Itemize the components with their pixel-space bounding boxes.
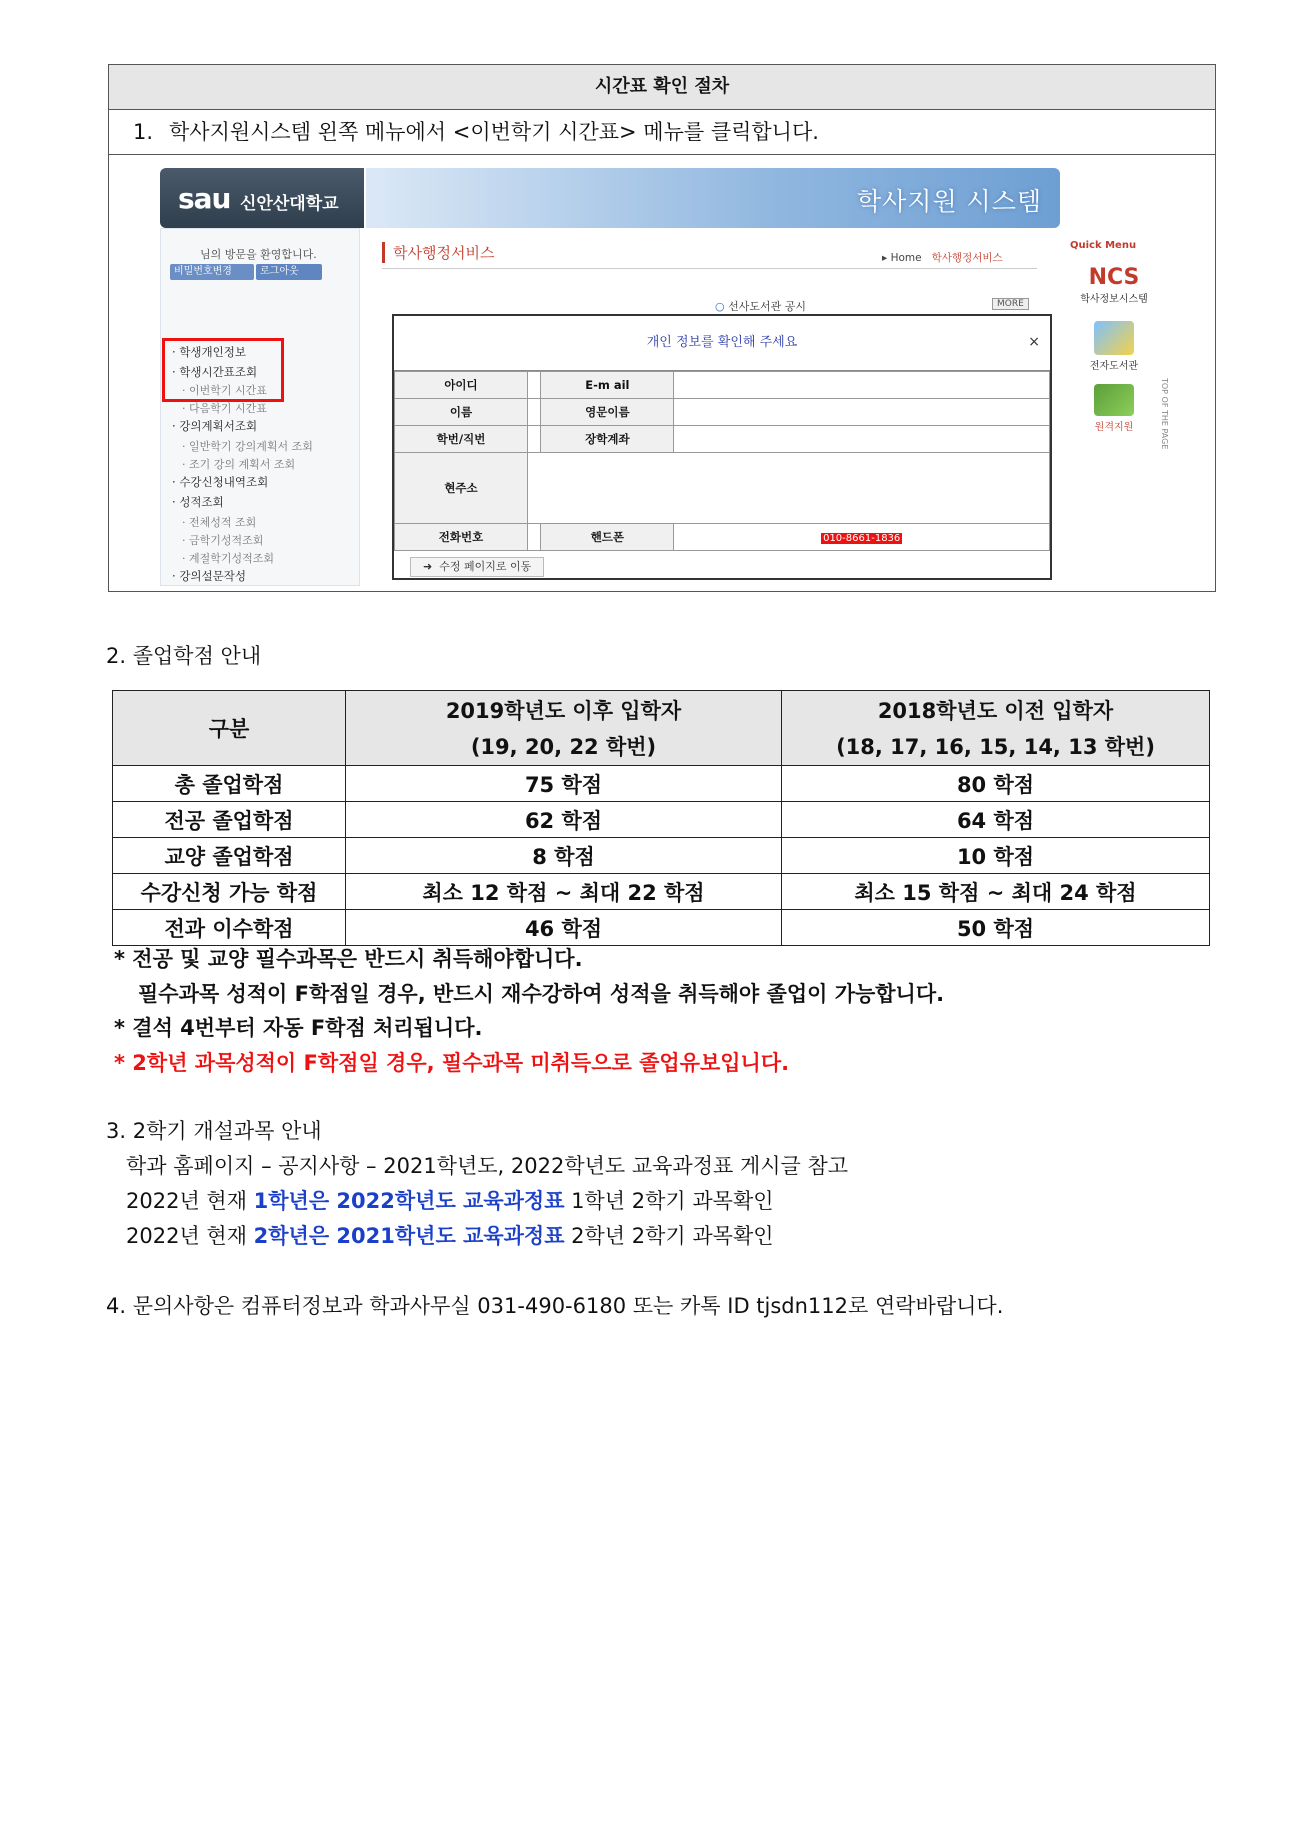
- field-email-label: E-m ail: [541, 372, 674, 399]
- table-cell: 총 졸업학점: [113, 766, 346, 802]
- remote-support-label: 원격지원: [1094, 422, 1134, 433]
- note-retake: 필수과목 성적이 F학점일 경우, 반드시 재수강하여 성적을 취득해야 졸업이 가능합니다.: [138, 982, 945, 1006]
- table-row: [113, 802, 1210, 838]
- close-icon[interactable]: ×: [1028, 334, 1040, 350]
- table-row: [113, 838, 1210, 874]
- menu-item[interactable]: · 학생시간표조회: [172, 365, 258, 379]
- table-cell: 62 학점: [346, 802, 782, 838]
- system-banner: [366, 168, 1060, 228]
- university-logo: [160, 168, 364, 228]
- table-cell: 교양 졸업학점: [113, 838, 346, 874]
- menu-item[interactable]: · 학생개인정보: [172, 345, 246, 359]
- field-id-label: 아이디: [395, 372, 528, 399]
- logo-name: 신안산대학교: [240, 194, 339, 214]
- highlight-box: [162, 338, 284, 402]
- menu-item[interactable]: · 수강신청내역조회: [172, 475, 269, 489]
- menu-item[interactable]: · 전체성적 조회: [182, 516, 257, 529]
- menu-item[interactable]: · 강의설문작성: [172, 569, 246, 583]
- section3-line3: 2022년 현재 2학년은 2021학년도 교육과정표 2학년 2학기 과목확인: [126, 1224, 774, 1248]
- table-cell: 최소 12 학점 ~ 최대 22 학점: [346, 874, 782, 910]
- field-engname-label: 영문이름: [541, 399, 674, 426]
- step-number: 1.: [133, 120, 154, 144]
- table-cell: 46 학점: [346, 910, 782, 946]
- header-2018: 2018학년도 이전 입학자 (18, 17, 16, 15, 14, 13 학번): [782, 691, 1210, 766]
- field-name-label: 이름: [395, 399, 528, 426]
- remote-support-icon[interactable]: [1094, 384, 1134, 416]
- logout-button[interactable]: 로그아웃: [256, 264, 322, 280]
- edit-page-label: 수정 페이지로 이동: [439, 560, 532, 573]
- welcome-text: 님의 방문을 환영합니다.: [200, 248, 317, 261]
- notice-link[interactable]: [715, 298, 806, 314]
- field-phone-label: 전화번호: [395, 524, 528, 551]
- embedded-screenshot: [160, 168, 1169, 586]
- table-row: [113, 874, 1210, 910]
- breadcrumb: ▸ Home 학사행정서비스: [882, 252, 1003, 264]
- field-email-value: [674, 372, 1050, 399]
- arrow-right-icon: ➜: [423, 560, 433, 573]
- procedure-step: [109, 110, 1215, 155]
- change-password-button[interactable]: 비밀번호변경: [170, 264, 254, 280]
- field-studentno-label: 학번/직번: [395, 426, 528, 453]
- table-row: [113, 766, 1210, 802]
- service-divider: [382, 268, 1037, 269]
- ncs-label: 학사정보시스템: [1080, 294, 1148, 305]
- section2-title: 2. 졸업학점 안내: [106, 644, 262, 668]
- field-phone-value: [528, 524, 541, 551]
- table-cell: 8 학점: [346, 838, 782, 874]
- modal-title: 개인 정보를 확인해 주세요: [394, 316, 1050, 371]
- menu-item[interactable]: · 이번학기 시간표: [182, 384, 267, 397]
- section3-line2: 2022년 현재 1학년은 2022학년도 교육과정표 1학년 2학기 과목확인: [126, 1189, 774, 1213]
- section4-contact: 4. 문의사항은 컴퓨터정보과 학과사무실 031-490-6180 또는 카톡 ID tjsdn112로 연락바랍니다.: [106, 1294, 1004, 1318]
- field-studentno-value: [528, 426, 541, 453]
- field-name-value: [528, 399, 541, 426]
- quick-menu: [1070, 240, 1158, 433]
- table-cell: 10 학점: [782, 838, 1210, 874]
- table-cell: 50 학점: [782, 910, 1210, 946]
- note-graduation-hold: * 2학년 과목성적이 F학점일 경우, 필수과목 미취득으로 졸업유보입니다.: [114, 1051, 790, 1075]
- table-cell: 80 학점: [782, 766, 1210, 802]
- table-cell: 64 학점: [782, 802, 1210, 838]
- note-required: * 전공 및 교양 필수과목은 반드시 취득해야합니다.: [114, 947, 583, 971]
- breadcrumb-current: 학사행정서비스: [931, 252, 1003, 264]
- table-cell: 최소 15 학점 ~ 최대 24 학점: [782, 874, 1210, 910]
- personal-info-table: [394, 371, 1050, 551]
- service-title: 학사행정서비스: [382, 242, 494, 263]
- personal-info-modal: [392, 314, 1052, 580]
- ncs-logo[interactable]: NCS: [1088, 265, 1140, 290]
- table-cell: 75 학점: [346, 766, 782, 802]
- field-engname-value: [674, 399, 1050, 426]
- field-bank-value: [674, 426, 1050, 453]
- menu-item[interactable]: · 일반학기 강의계획서 조회: [182, 440, 313, 453]
- header-2019: 2019학년도 이후 입학자 (19, 20, 22 학번): [346, 691, 782, 766]
- procedure-header: 시간표 확인 절차: [109, 65, 1215, 110]
- field-address-value: [528, 453, 1050, 524]
- menu-item[interactable]: · 조기 강의 계획서 조회: [182, 458, 296, 471]
- more-button[interactable]: MORE: [992, 298, 1029, 310]
- menu-item[interactable]: · 다음학기 시간표: [182, 402, 267, 415]
- mobile-value: 010-8661-1836: [823, 533, 901, 544]
- field-bank-label: 장학계좌: [541, 426, 674, 453]
- circle-icon: ○: [715, 300, 725, 313]
- menu-item[interactable]: · 성적조회: [172, 495, 224, 509]
- menu-item[interactable]: · 계절학기성적조회: [182, 552, 275, 565]
- graduation-credits-table: [112, 690, 1210, 946]
- field-id-value: [528, 372, 541, 399]
- table-cell: 수강신청 가능 학점: [113, 874, 346, 910]
- section3-title: 3. 2학기 개설과목 안내: [106, 1119, 322, 1143]
- step-text: 학사지원시스템 왼쪽 메뉴에서 <이번학기 시간표> 메뉴를 클릭합니다.: [169, 120, 819, 144]
- section3-line1: 학과 홈페이지 – 공지사항 – 2021학년도, 2022학년도 교육과정표 게시글 참고: [126, 1154, 849, 1178]
- menu-item[interactable]: · 강의계획서조회: [172, 419, 258, 433]
- table-cell: 전공 졸업학점: [113, 802, 346, 838]
- quick-menu-title: Quick Menu: [1070, 240, 1137, 251]
- notice-text: 선사도서관 공시: [728, 300, 806, 313]
- field-mobile-value: [674, 524, 1050, 551]
- table-row: [113, 910, 1210, 946]
- top-of-page-link[interactable]: TOP OF THE PAGE: [1160, 378, 1169, 450]
- library-label: 전자도서관: [1089, 361, 1139, 372]
- table-cell: 전과 이수학점: [113, 910, 346, 946]
- logo-sau: sau: [178, 182, 231, 215]
- edit-page-button[interactable]: [410, 557, 544, 577]
- note-absence: * 결석 4번부터 자동 F학점 처리됩니다.: [114, 1016, 483, 1040]
- library-icon[interactable]: [1094, 321, 1134, 355]
- field-mobile-label: 핸드폰: [541, 524, 674, 551]
- menu-item[interactable]: · 금학기성적조회: [182, 534, 264, 547]
- banner-title: 학사지원 시스템: [857, 187, 1042, 216]
- header-category: 구분: [113, 691, 346, 766]
- field-address-label: 현주소: [395, 453, 528, 524]
- breadcrumb-home[interactable]: Home: [890, 252, 922, 264]
